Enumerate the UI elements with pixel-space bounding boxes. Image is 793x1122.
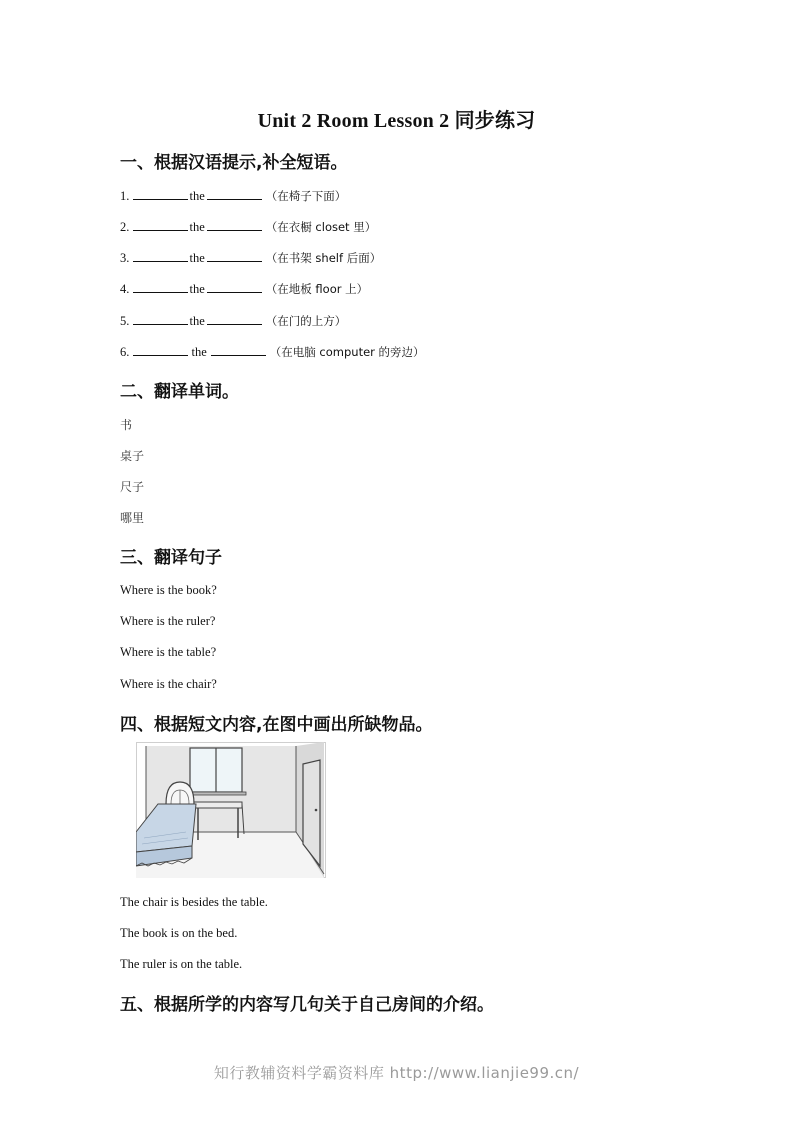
item-number: 2. (120, 220, 130, 234)
item-number: 5. (120, 314, 130, 328)
phrase-item (120, 250, 381, 266)
item-number: 3. (120, 251, 130, 265)
section3-heading: 三、翻译句子 (120, 548, 222, 568)
answer-blank[interactable] (133, 313, 188, 325)
sentence-item: Where is the ruler? (120, 614, 216, 628)
word-item: 桌子 (120, 449, 145, 463)
item-hint: （在衣橱 closet 里） (265, 220, 377, 234)
section2-heading: 二、翻译单词。 (120, 382, 239, 402)
item-number: 1. (120, 189, 130, 203)
phrase-item (120, 219, 376, 235)
word-item: 书 (120, 418, 133, 432)
phrase-item (120, 344, 425, 360)
item-word: the (189, 314, 205, 328)
section1-heading: 一、根据汉语提示,补全短语。 (120, 153, 348, 173)
sentence-item: Where is the table? (120, 645, 217, 659)
answer-blank[interactable] (211, 344, 266, 356)
answer-blank[interactable] (133, 250, 188, 262)
word-item: 尺子 (120, 480, 145, 494)
answer-blank[interactable] (207, 281, 262, 293)
item-hint: （在电脑 computer 的旁边） (269, 345, 425, 359)
phrase-item (120, 188, 346, 204)
item-number: 4. (120, 282, 130, 296)
item-word: the (191, 345, 207, 359)
footer-watermark: 知行教辅资料学霸资料库 http://www.lianjie99.cn/ (213, 1064, 580, 1082)
bedroom-illustration (136, 742, 326, 878)
phrase-item (120, 281, 368, 297)
item-hint: （在地板 floor 上） (265, 282, 369, 296)
item-word: the (189, 220, 205, 234)
item-hint: （在椅子下面） (265, 189, 347, 203)
sentence-item: Where is the book? (120, 583, 217, 597)
item-hint: （在门的上方） (265, 314, 347, 328)
phrase-item (120, 313, 346, 329)
answer-blank[interactable] (207, 250, 262, 262)
section5-heading: 五、根据所学的内容写几句关于自己房间的介绍。 (120, 995, 494, 1015)
answer-blank[interactable] (207, 219, 262, 231)
answer-blank[interactable] (133, 281, 188, 293)
item-word: the (189, 189, 205, 203)
sentence-item: Where is the chair? (120, 677, 217, 691)
item-number: 6. (120, 345, 130, 359)
answer-blank[interactable] (133, 344, 188, 356)
answer-blank[interactable] (207, 313, 262, 325)
section4-heading: 四、根据短文内容,在图中画出所缺物品。 (120, 715, 433, 735)
sentence-item: The book is on the bed. (120, 926, 238, 940)
answer-blank[interactable] (133, 188, 188, 200)
sentence-item: The chair is besides the table. (120, 895, 268, 909)
answer-blank[interactable] (207, 188, 262, 200)
page-title: Unit 2 Room Lesson 2 同步练习 (257, 110, 536, 132)
item-word: the (189, 251, 205, 265)
word-item: 哪里 (120, 511, 145, 525)
answer-blank[interactable] (133, 219, 188, 231)
item-word: the (189, 282, 205, 296)
item-hint: （在书架 shelf 后面） (265, 251, 382, 265)
sentence-item: The ruler is on the table. (120, 957, 243, 971)
